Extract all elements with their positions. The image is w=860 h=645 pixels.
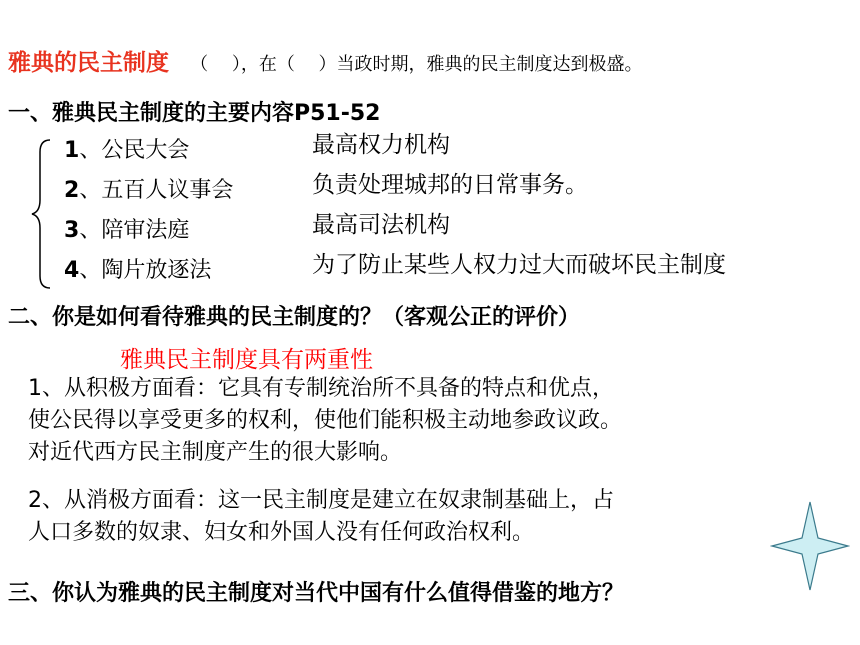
item-desc-3: 最高司法机构 bbox=[312, 212, 450, 238]
section2-heading: 二、你是如何看待雅典的民主制度的？（客观公正的评价） bbox=[8, 305, 581, 330]
intro-text: （ ），在（ ）当政时期，雅典的民主制度达到极盛。 bbox=[190, 54, 643, 75]
item-name: 五百人议事会 bbox=[101, 178, 234, 203]
list-item-3: 3、陪审法庭 bbox=[64, 218, 190, 243]
item-desc-4: 为了防止某些人权力过大而破坏民主制度 bbox=[312, 252, 726, 278]
section1-heading: 一、雅典民主制度的主要内容P51-52 bbox=[8, 101, 381, 126]
curly-brace-icon bbox=[30, 138, 52, 290]
text-line: 人口多数的奴隶、妇女和外国人没有任何政治权利。 bbox=[28, 520, 535, 545]
list-item-1: 1、公民大会 bbox=[64, 138, 190, 163]
list-item-4: 4、陶片放逐法 bbox=[64, 258, 212, 283]
list-item-2: 2、五百人议事会 bbox=[64, 178, 234, 203]
text-line: 1、从积极方面看：它具有专制统治所不具备的特点和优点， bbox=[28, 376, 614, 401]
text-line: 2、从消极方面看：这一民主制度是建立在奴隶制基础上，占 bbox=[28, 488, 614, 513]
text-line: 对近代西方民主制度产生的很大影响。 bbox=[28, 440, 403, 465]
four-point-star-icon bbox=[770, 500, 850, 592]
section3-heading: 三、你认为雅典的民主制度对当代中国有什么值得借鉴的地方？ bbox=[8, 581, 625, 606]
item-desc-2: 负责处理城邦的日常事务。 bbox=[312, 172, 588, 198]
item-name: 陶片放逐法 bbox=[101, 258, 212, 283]
item-name: 陪审法庭 bbox=[101, 218, 190, 243]
intro-line bbox=[8, 44, 643, 77]
section2-subtitle: 雅典民主制度具有两重性 bbox=[120, 347, 373, 373]
item-name: 公民大会 bbox=[101, 138, 190, 163]
intro-title: 雅典的民主制度 bbox=[8, 50, 169, 76]
item-desc-1: 最高权力机构 bbox=[312, 132, 450, 158]
text-line: 使公民得以享受更多的权利，使他们能积极主动地参政议政。 bbox=[28, 408, 623, 433]
negative-aspect bbox=[28, 485, 614, 549]
positive-aspect bbox=[28, 373, 622, 469]
